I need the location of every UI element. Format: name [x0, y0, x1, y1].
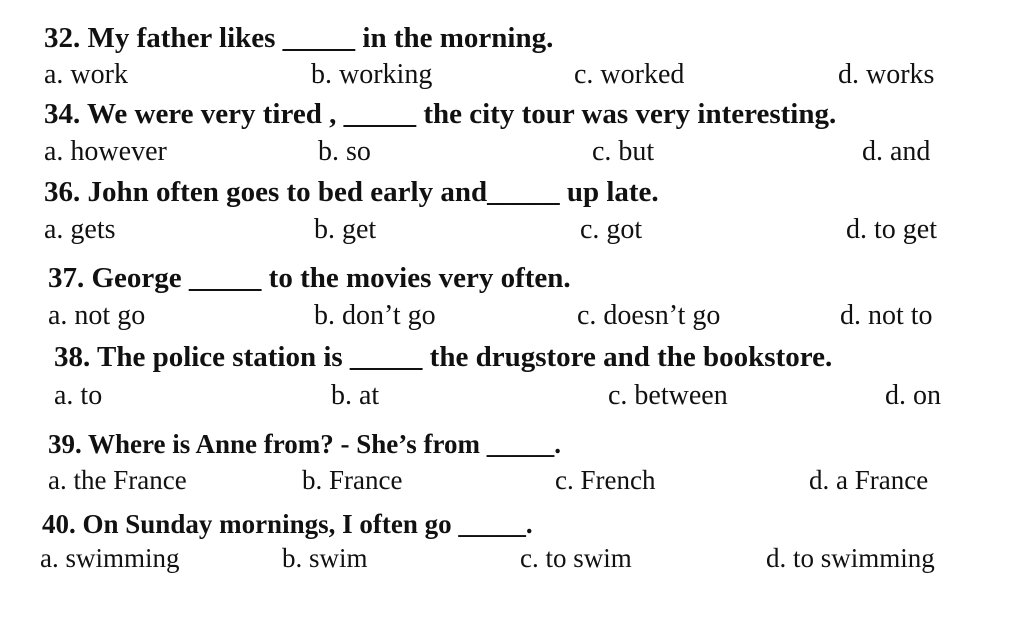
question-32-option-b: b. working — [311, 59, 433, 90]
question-39-option-a: a. the France — [48, 465, 187, 495]
question-34-stem: 34. We were very tired , _____ the city tour was very interesting. — [44, 98, 837, 130]
question-36-stem: 36. John often goes to bed early and_____ up late. — [44, 176, 659, 208]
question-38-option-b: b. at — [331, 380, 380, 411]
question-34-option-c: c. but — [592, 136, 655, 167]
question-40-stem: 40. On Sunday mornings, I often go _____. — [42, 509, 533, 539]
question-34-option-b: b. so — [318, 136, 371, 167]
question-38-option-c: c. between — [608, 380, 728, 411]
question-38-stem: 38. The police station is _____ the drugstore and the bookstore. — [54, 341, 833, 373]
question-40-option-b: b. swim — [282, 543, 368, 573]
question-40-option-a: a. swimming — [40, 543, 180, 573]
question-34-option-d: d. and — [862, 136, 931, 167]
question-38-option-a: a. to — [54, 380, 103, 411]
question-39-option-b: b. France — [302, 465, 403, 495]
question-32-option-d: d. works — [838, 59, 935, 90]
question-36-option-d: d. to get — [846, 214, 937, 245]
question-37-option-d: d. not to — [840, 300, 933, 331]
question-40-option-c: c. to swim — [520, 543, 632, 573]
question-39-option-d: d. a France — [809, 465, 929, 495]
question-36-option-c: c. got — [580, 214, 643, 245]
question-37-option-b: b. don’t go — [314, 300, 436, 331]
question-32-option-c: c. worked — [574, 59, 685, 90]
question-40-option-d: d. to swimming — [766, 543, 935, 573]
question-34-option-a: a. however — [44, 136, 167, 167]
question-39-option-c: c. French — [555, 465, 656, 495]
question-38-option-d: d. on — [885, 380, 941, 411]
question-37-option-c: c. doesn’t go — [577, 300, 721, 331]
question-36-option-b: b. get — [314, 214, 377, 245]
question-37-option-a: a. not go — [48, 300, 146, 331]
question-32-option-a: a. work — [44, 59, 128, 90]
question-32-stem: 32. My father likes _____ in the morning. — [44, 22, 554, 54]
question-39-stem: 39. Where is Anne from? - She’s from _____. — [48, 429, 561, 459]
question-37-stem: 37. George _____ to the movies very often. — [48, 262, 571, 294]
question-36-option-a: a. gets — [44, 214, 116, 245]
